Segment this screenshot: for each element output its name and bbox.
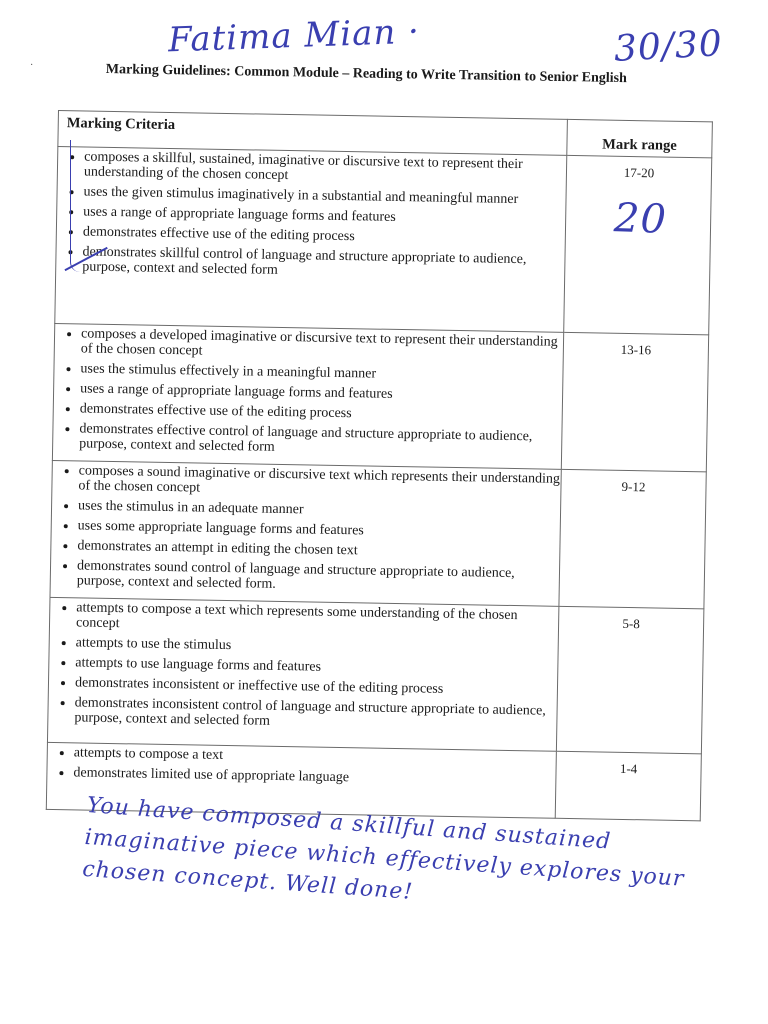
- band-row-13-16: [52, 323, 708, 471]
- criteria-item: • demonstrates an attempt in editing the chosen text: [77, 538, 559, 561]
- band-row-5-8: [47, 597, 703, 753]
- criteria-item: • demonstrates effective use of the editing process: [80, 401, 562, 424]
- criteria-item: • demonstrates inconsistent or ineffective use of the editing process: [75, 675, 557, 698]
- range-column-header: Mark range: [567, 119, 713, 158]
- marking-criteria-table: [46, 110, 713, 821]
- criteria-item: • uses some appropriate language forms and features: [78, 518, 560, 541]
- criteria-item: • demonstrates sound control of language and structure appropriate to audience, purpose, context and selected form.: [77, 558, 559, 596]
- band-row-9-12: [50, 460, 706, 608]
- criteria-item: • composes a skillful, sustained, imaginative or discursive text to represent their understanding of the chosen concept: [84, 149, 566, 187]
- criteria-column-header: Marking Criteria: [58, 111, 568, 156]
- band-range-cell: 1-4: [555, 751, 701, 821]
- criteria-list: [56, 149, 566, 283]
- criteria-item: • composes a developed imaginative or discursive text to represent their understanding of the chosen concept: [81, 326, 563, 364]
- criteria-item: • uses the stimulus in an adequate manner: [78, 498, 560, 521]
- band-range-cell: 5-8: [556, 606, 704, 754]
- band-range-cell: 17-20: [564, 155, 712, 335]
- criteria-item: • uses a range of appropriate language forms and features: [80, 381, 562, 404]
- criteria-item: • uses a range of appropriate language forms and features: [83, 204, 565, 227]
- document-title: Marking Guidelines: Common Module – Reading to Write Transition to Senior English: [105, 62, 627, 87]
- criteria-item: • attempts to use language forms and features: [75, 655, 557, 678]
- criteria-item: • composes a sound imaginative or discursive text which represents their understanding of the chosen concept: [78, 463, 560, 501]
- band-criteria-cell: [55, 147, 567, 333]
- bracket-mark: [70, 140, 85, 272]
- criteria-list: [53, 326, 563, 460]
- criteria-item: • demonstrates skillful control of language and structure appropriate to audience, purpose, context and selected form: [82, 244, 564, 282]
- criteria-item: • demonstrates effective use of the editing process: [83, 224, 565, 247]
- band-range-cell: 9-12: [559, 469, 706, 609]
- criteria-item: • attempts to use the stimulus: [76, 635, 558, 658]
- criteria-item: • uses the stimulus effectively in a meaningful manner: [80, 361, 562, 384]
- student-name-handwritten: Fatima Mian ·: [167, 11, 421, 61]
- criteria-item: • uses the given stimulus imaginatively in a substantial and meaningful manner: [83, 184, 565, 207]
- criteria-item: • attempts to compose a text which represents some understanding of the chosen concept: [76, 600, 558, 638]
- band-criteria-cell: [52, 323, 563, 469]
- band-criteria-cell: [47, 597, 558, 751]
- band-range-cell: 13-16: [561, 332, 708, 472]
- criteria-list: [47, 745, 556, 789]
- total-score-handwritten: 30/30: [613, 23, 724, 70]
- criteria-item: • attempts to compose a text: [74, 745, 556, 768]
- criteria-item: • demonstrates inconsistent control of language and structure appropriate to audience, purpose, context and selected form: [74, 695, 556, 733]
- band-criteria-cell: [50, 460, 561, 606]
- teacher-comment-handwritten: You have composed a skillful and sustained imaginative piece which effectively explores your chosen concept. Well done!: [81, 792, 686, 905]
- criteria-item: • demonstrates effective control of language and structure appropriate to audience, purpose, context and selected form: [79, 421, 561, 459]
- criteria-list: [51, 463, 561, 597]
- awarded-mark-handwritten: 20: [613, 195, 668, 243]
- stray-dot: ·: [30, 60, 34, 71]
- criteria-list: [48, 600, 558, 734]
- criteria-item: • demonstrates limited use of appropriate language: [73, 765, 555, 788]
